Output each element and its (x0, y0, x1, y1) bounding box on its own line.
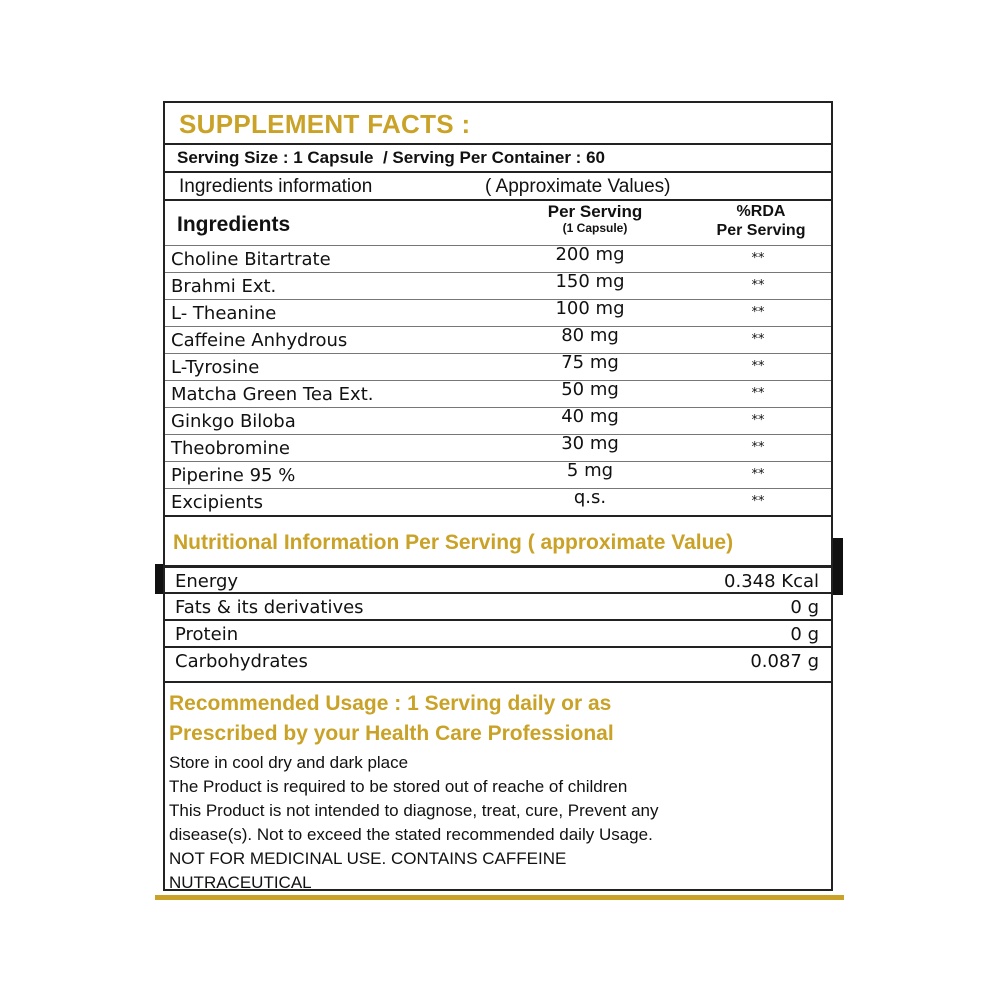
approximate-values-label: ( Approximate Values) (485, 176, 671, 197)
ingredient-rda: ** (751, 467, 765, 482)
nutrition-name: Fats & its derivatives (175, 597, 364, 618)
ingredient-amount: 150 mg (555, 271, 625, 292)
nutrition-value: 0.087 g (750, 651, 819, 672)
note-line: Store in cool dry and dark place (169, 753, 409, 772)
ingredient-rda: ** (751, 386, 765, 401)
accent-underline (155, 895, 844, 900)
ingredient-rda: ** (751, 359, 765, 374)
page-title: SUPPLEMENT FACTS : (179, 109, 471, 139)
ingredient-name: Choline Bitartrate (171, 249, 331, 270)
note-line: This Product is not intended to diagnose, treat, cure, Prevent any (169, 801, 659, 820)
title-row (165, 103, 831, 145)
divider (165, 515, 831, 517)
ingredient-name: Ginkgo Biloba (171, 411, 296, 432)
ingredient-amount: 5 mg (566, 460, 614, 481)
ingredient-amount: q.s. (573, 487, 607, 508)
nutrition-name: Protein (175, 624, 239, 645)
ingredient-rda: ** (751, 251, 765, 266)
ingredient-row (165, 461, 831, 489)
ingredient-amount: 30 mg (561, 433, 619, 454)
ingredient-rda: ** (751, 305, 765, 320)
ingredient-row (165, 434, 831, 462)
decorative-bar-right (833, 538, 843, 595)
supplement-facts-panel (163, 101, 833, 891)
ingredient-amount: 200 mg (555, 244, 625, 265)
nutrition-row (165, 592, 831, 621)
serving-size: Serving Size : 1 Capsule / Serving Per Container : 60 (177, 148, 605, 167)
ingredient-row (165, 380, 831, 408)
nutrition-value: 0 g (790, 597, 819, 618)
rda-label-2: Per Serving (716, 222, 806, 239)
recommended-usage (169, 689, 614, 749)
ingredient-name: Theobromine (171, 438, 290, 459)
serving-row (165, 145, 831, 173)
recommended-line-1: Recommended Usage : 1 Serving daily or as (169, 692, 612, 715)
divider (165, 681, 831, 683)
ingredient-name: L-Tyrosine (171, 357, 260, 378)
ingredient-row (165, 407, 831, 435)
ingredient-rda: ** (751, 413, 765, 428)
column-ingredients: Ingredients (177, 213, 291, 236)
recommended-line-2: Prescribed by your Health Care Professional (169, 722, 614, 745)
ingredient-amount: 100 mg (555, 298, 625, 319)
rda-label-1: %RDA (736, 203, 786, 220)
ingredient-rda: ** (751, 494, 765, 509)
ingredient-name: Caffeine Anhydrous (171, 330, 348, 351)
ingredient-name: Matcha Green Tea Ext. (171, 384, 374, 405)
per-serving-sub: (1 Capsule) (562, 221, 628, 235)
note-line: disease(s). Not to exceed the stated recommended daily Usage. (169, 825, 653, 844)
nutrition-value: 0.348 Kcal (724, 571, 819, 592)
nutrition-row (165, 646, 831, 675)
note-line: NUTRACEUTICAL (169, 873, 312, 892)
ingredient-name: Excipients (171, 492, 263, 513)
ingredient-row (165, 272, 831, 300)
nutrition-row (165, 619, 831, 648)
ingredient-amount: 80 mg (561, 325, 619, 346)
ingredient-row (165, 299, 831, 327)
ingredient-rda: ** (751, 278, 765, 293)
nutrition-name: Carbohydrates (175, 651, 308, 672)
nutrition-row (165, 565, 831, 595)
ingredient-amount: 75 mg (561, 352, 619, 373)
ingredients-info-label: Ingredients information (179, 176, 373, 197)
ingredient-name: Brahmi Ext. (171, 276, 277, 297)
note-line: NOT FOR MEDICINAL USE. CONTAINS CAFFEINE (169, 849, 567, 868)
column-rda (705, 202, 817, 240)
ingredient-amount: 40 mg (561, 406, 619, 427)
ingredient-name: Piperine 95 % (171, 465, 296, 486)
nutrition-value: 0 g (790, 624, 819, 645)
per-serving-label: Per Serving (547, 202, 643, 221)
ingredient-rda: ** (751, 332, 765, 347)
notes (169, 751, 659, 895)
info-row (165, 173, 831, 201)
nutrition-name: Energy (175, 571, 239, 592)
note-line: The Product is required to be stored out of reache of children (169, 777, 628, 796)
nutrition-title: Nutritional Information Per Serving ( approximate Value) (173, 531, 734, 554)
ingredient-row (165, 245, 831, 273)
ingredient-row (165, 488, 831, 516)
ingredient-amount: 50 mg (561, 379, 619, 400)
ingredient-row (165, 353, 831, 381)
ingredient-row (165, 326, 831, 354)
ingredient-rda: ** (751, 440, 765, 455)
column-per-serving (540, 202, 650, 235)
ingredient-name: L- Theanine (171, 303, 277, 324)
